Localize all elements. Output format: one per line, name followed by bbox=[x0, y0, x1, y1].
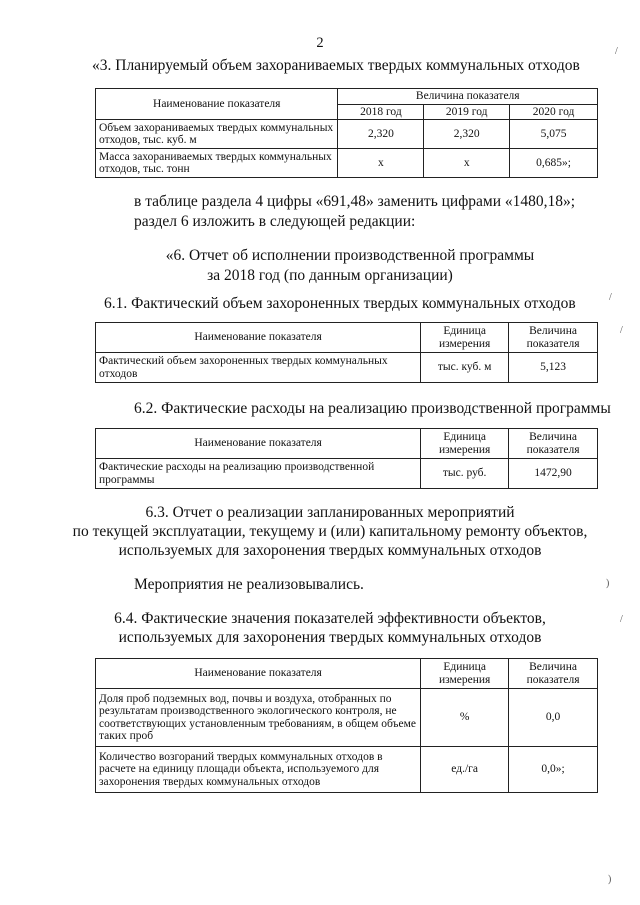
year-header: 2018 год bbox=[338, 104, 424, 120]
col-value-header: Величина показателя bbox=[338, 89, 598, 105]
s64-line-1: 6.4. Фактические значения показателей эффективности объектов, bbox=[114, 610, 546, 627]
col-unit-header: Единица измерения bbox=[421, 659, 509, 689]
row-name: Количество возгораний твердых коммунальных отходов в расчете на единицу площади объекта, используемого для захоронения твердых коммунальных отходов bbox=[96, 747, 421, 793]
row-value: 0,685»; bbox=[510, 149, 598, 178]
s64-table bbox=[95, 658, 598, 793]
row-value: 1472,90 bbox=[509, 459, 598, 489]
row-value: 5,123 bbox=[509, 353, 598, 383]
s61-table bbox=[95, 322, 598, 383]
s63-note: Мероприятия не реализовывались. bbox=[134, 576, 364, 593]
row-value: 0,0»; bbox=[509, 747, 598, 793]
scan-speck: ) bbox=[608, 874, 612, 885]
col-value-header: Величина показателя bbox=[509, 323, 598, 353]
year-header: 2020 год bbox=[510, 104, 598, 120]
s61-heading: 6.1. Фактический объем захороненных твердых коммунальных отходов bbox=[104, 295, 576, 312]
section6-title-line-2: за 2018 год (по данным организации) bbox=[207, 267, 453, 284]
row-unit: тыс. руб. bbox=[421, 459, 509, 489]
col-unit-header: Единица измерения bbox=[421, 429, 509, 459]
row-value: 0,0 bbox=[509, 689, 598, 747]
scan-speck: / bbox=[615, 46, 618, 57]
scan-speck: / bbox=[609, 292, 612, 303]
col-name-header: Наименование показателя bbox=[96, 429, 421, 459]
row-name: Объем захораниваемых твердых коммунальных отходов, тыс. куб. м bbox=[96, 120, 338, 149]
col-value-header: Величина показателя bbox=[509, 659, 598, 689]
row-unit: тыс. куб. м bbox=[421, 353, 509, 383]
row-name: Доля проб подземных вод, почвы и воздуха, отобранных по результатам производственного экологического контроля, не соответствующих установленным требованиям, в общем объеме таких проб bbox=[96, 689, 421, 747]
scan-speck: ) bbox=[606, 578, 610, 589]
scan-speck: / bbox=[620, 614, 623, 625]
instruction-line-2: раздел 6 изложить в следующей редакции: bbox=[134, 213, 416, 230]
page-number: 2 bbox=[316, 35, 324, 51]
row-value: 2,320 bbox=[338, 120, 424, 149]
col-unit-header: Единица измерения bbox=[421, 323, 509, 353]
col-value-header: Величина показателя bbox=[509, 429, 598, 459]
row-value: x bbox=[424, 149, 510, 178]
s63-line-3: используемых для захоронения твердых коммунальных отходов bbox=[118, 542, 542, 559]
row-name: Фактические расходы на реализацию производственной программы bbox=[96, 459, 421, 489]
row-value: 2,320 bbox=[424, 120, 510, 149]
col-name-header: Наименование показателя bbox=[96, 323, 421, 353]
instruction-line-1: в таблице раздела 4 цифры «691,48» заменить цифрами «1480,18»; bbox=[134, 193, 576, 210]
year-header: 2019 год bbox=[424, 104, 510, 120]
row-unit: ед./га bbox=[421, 747, 509, 793]
s63-line-2: по текущей эксплуатации, текущему и (или) капитальному ремонту объектов, bbox=[72, 523, 588, 540]
s62-table bbox=[95, 428, 598, 489]
col-name-header: Наименование показателя bbox=[96, 659, 421, 689]
col-name-header: Наименование показателя bbox=[96, 89, 338, 120]
row-unit: % bbox=[421, 689, 509, 747]
s63-line-1: 6.3. Отчет о реализации запланированных мероприятий bbox=[145, 504, 515, 521]
section6-title-line-1: «6. Отчет об исполнении производственной программы bbox=[165, 247, 535, 264]
row-value: x bbox=[338, 149, 424, 178]
scan-speck: / bbox=[620, 325, 623, 336]
row-value: 5,075 bbox=[510, 120, 598, 149]
s62-heading: 6.2. Фактические расходы на реализацию производственной программы bbox=[134, 400, 611, 417]
section3-heading: «3. Планируемый объем захораниваемых твердых коммунальных отходов bbox=[92, 57, 580, 74]
row-name: Масса захораниваемых твердых коммунальных отходов, тыс. тонн bbox=[96, 149, 338, 178]
s64-line-2: используемых для захоронения твердых коммунальных отходов bbox=[118, 629, 542, 646]
row-name: Фактический объем захороненных твердых коммунальных отходов bbox=[96, 353, 421, 383]
section3-table bbox=[95, 88, 598, 178]
